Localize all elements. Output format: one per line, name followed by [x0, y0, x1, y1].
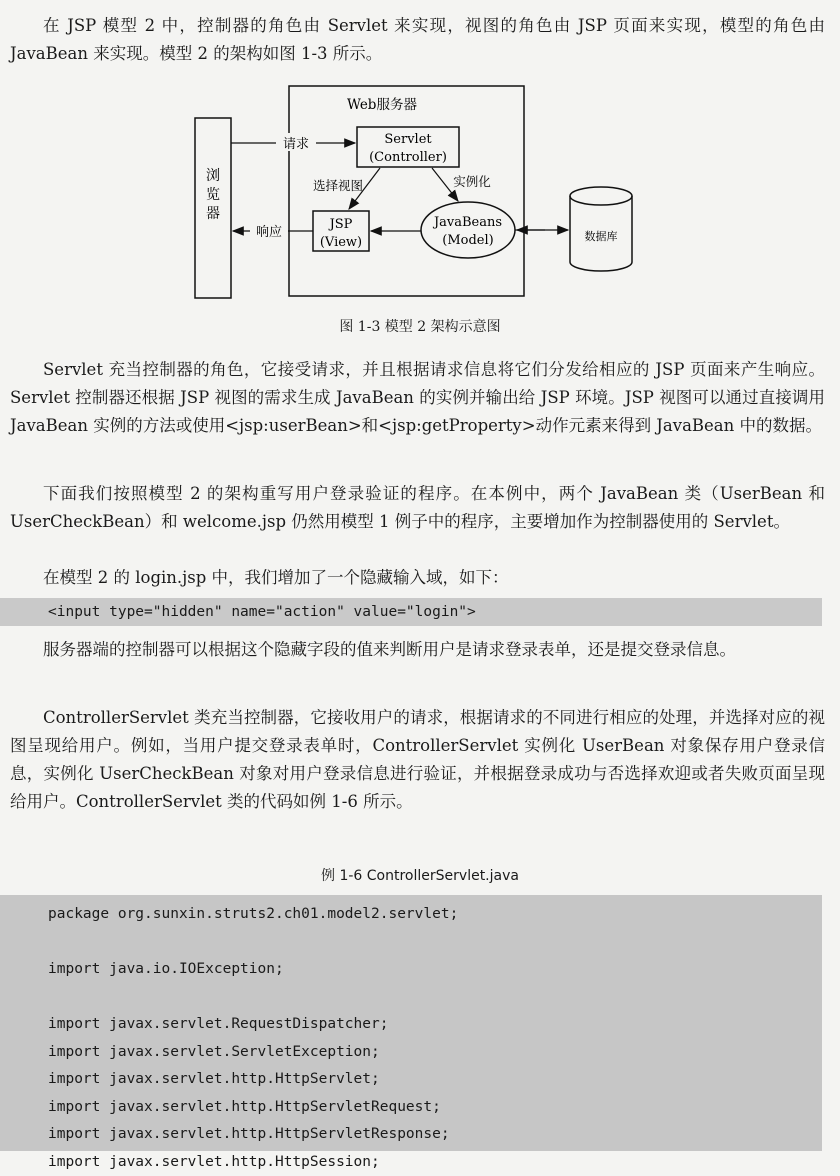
javabeans-label: JavaBeans	[432, 215, 502, 230]
controller-label: (Controller)	[369, 150, 447, 165]
database-label: 数据库	[585, 229, 618, 243]
instantiate-label: 实例化	[453, 174, 491, 189]
paragraph-controller-servlet: ControllerServlet 类充当控制器，它接收用户的请求，根据请求的不同进行相应的处理，并选择对应的视图呈现给用户。例如，当用户提交登录表单时，ControllerServlet 实例化 UserBean 对象保存用户登录信息，实例化 UserCheckBean 对象对用户登录信息进行验证，并根据登录成功与否选择欢迎或者失败页面呈现给用户。ControllerServlet 类的代码如例 1-6 所示。	[10, 704, 825, 816]
response-label: 响应	[256, 224, 282, 240]
code-caption: 例 1-6 ControllerServlet.java	[0, 865, 840, 885]
browser-label-2: 览	[206, 186, 220, 203]
select-view-label: 选择视图	[313, 178, 363, 193]
browser-label-3: 器	[206, 206, 220, 222]
browser-label-1: 浏	[206, 167, 220, 184]
paragraph-controller-decision: 服务器端的控制器可以根据这个隐藏字段的值来判断用户是请求登录表单，还是提交登录信息。	[10, 636, 825, 664]
database-top	[570, 187, 632, 205]
code-line: package org.sunxin.struts2.ch01.model2.servlet;	[48, 901, 822, 929]
request-label: 请求	[283, 136, 309, 152]
figure-caption: 图 1-3 模型 2 架构示意图	[0, 316, 840, 336]
paragraph-intro: 在 JSP 模型 2 中，控制器的角色由 Servlet 来实现，视图的角色由 JSP 页面来实现，模型的角色由 JavaBean 来实现。模型 2 的架构如图 1-3 所示。	[10, 12, 825, 68]
view-label: (View)	[320, 235, 362, 250]
code-line: import javax.servlet.RequestDispatcher;	[48, 1011, 822, 1039]
code-line: import javax.servlet.http.HttpServletRequest;	[48, 1094, 822, 1122]
paragraph-hidden-field: 在模型 2 的 login.jsp 中，我们增加了一个隐藏输入域，如下：	[10, 564, 825, 592]
code-listing	[0, 895, 822, 1151]
paragraph-rewrite: 下面我们按照模型 2 的架构重写用户登录验证的程序。在本例中，两个 JavaBean 类（UserBean 和 UserCheckBean）和 welcome.jsp 仍然用模型 1 例子中的程序，主要增加作为控制器使用的 Servlet。	[10, 480, 825, 536]
code-line	[48, 984, 822, 1012]
model-label: (Model)	[442, 233, 493, 248]
code-line	[48, 929, 822, 957]
code-line: import java.io.IOException;	[48, 956, 822, 984]
code-line: import javax.servlet.http.HttpServlet;	[48, 1066, 822, 1094]
javabeans-ellipse	[421, 202, 515, 258]
paragraph-servlet-role: Servlet 充当控制器的角色，它接受请求，并且根据请求信息将它们分发给相应的 JSP 页面来产生响应。Servlet 控制器还根据 JSP 视图的需求生成 JavaBean 的实例并输出给 JSP 环境。JSP 视图可以通过直接调用 JavaBean 实例的方法或使用<jsp:userBean>和<jsp:getProperty>动作元素来得到 JavaBean 中的数据。	[10, 356, 825, 440]
code-line: import javax.servlet.http.HttpSession;	[48, 1149, 822, 1176]
architecture-diagram	[0, 0, 840, 310]
code-line: import javax.servlet.ServletException;	[48, 1039, 822, 1067]
code-line: import javax.servlet.http.HttpServletResponse;	[48, 1121, 822, 1149]
web-server-label: Web服务器	[347, 97, 417, 113]
jsp-label: JSP	[328, 217, 353, 232]
servlet-label: Servlet	[384, 132, 432, 147]
hidden-input-code: <input type="hidden" name="action" value="login">	[0, 598, 822, 626]
